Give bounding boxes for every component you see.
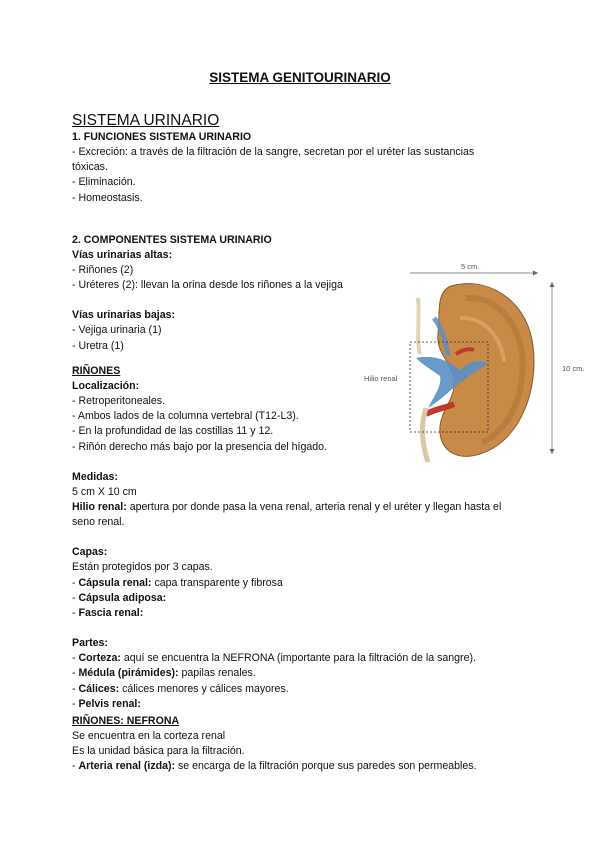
partes-heading: Partes: — [72, 637, 108, 650]
localizacion-heading: Localización: — [72, 380, 140, 392]
localizacion-item: - En la profundidad de las costillas 11 y 12. — [72, 425, 274, 438]
capa-item: - Fascia renal: — [72, 607, 144, 620]
parte-item: - Corteza: aquí se encuentra la NEFRONA (importante para la filtración de la sangre). — [72, 652, 476, 665]
nefrona-line: Se encuentra en la corteza renal — [72, 730, 226, 742]
funciones-block — [72, 111, 532, 206]
nefrona-block — [72, 714, 532, 775]
arteria-line: - Arteria renal (izda): se encarga de la filtración porque sus paredes son permeables. — [72, 760, 477, 773]
altas-item: - Riñones (2) — [72, 264, 134, 276]
bajas-item: - Vejiga urinaria (1) — [72, 324, 162, 337]
hilio-label: Hilio renal: — [72, 501, 127, 514]
capa-item: - Cápsula adiposa: — [72, 591, 167, 604]
localizacion-item: - Ambos lados de la columna vertebral (T12-L3). — [72, 410, 299, 423]
funciones-item: - Eliminación. — [72, 176, 136, 189]
altas-item: - Uréteres (2): llevan la orina desde los riñones a la vejiga — [72, 279, 343, 292]
hilio-paragraph — [72, 500, 527, 530]
localizacion-item: - Retroperitoneales. — [72, 395, 166, 407]
parte-item: - Pelvis renal: — [72, 697, 141, 710]
bajas-heading: Vías urinarias bajas: — [72, 309, 176, 322]
parte-item: - Médula (pirámides): papilas renales. — [72, 667, 256, 680]
height-label: 10 cm. — [562, 364, 585, 373]
kidney-figure — [356, 258, 596, 468]
capas-heading: Capas: — [72, 546, 108, 559]
nefrona-heading: RIÑONES: NEFRONA — [72, 715, 180, 727]
section-title: SISTEMA URINARIO — [72, 112, 220, 129]
parte-item: - Cálices: cálices menores y cálices mayores. — [72, 682, 289, 695]
nefrona-line: Es la unidad básica para la filtración. — [72, 745, 245, 758]
medidas-heading: Medidas: — [72, 470, 118, 483]
document-title: SISTEMA GENITOURINARIO — [209, 70, 391, 85]
kidney-illustration — [356, 258, 596, 468]
funciones-item: - Excreción: a través de la filtración de la sangre, secretan por el uréter las sustancias — [72, 146, 475, 158]
capa-item: - Cápsula renal: capa transparente y fibrosa — [72, 576, 283, 589]
funciones-heading: 1. FUNCIONES SISTEMA URINARIO — [72, 131, 252, 143]
componentes-heading: 2. COMPONENTES SISTEMA URINARIO — [72, 234, 272, 246]
capas-intro: Están protegidos por 3 capas. — [72, 561, 213, 574]
funciones-item: - Homeostasis. — [72, 191, 143, 204]
localizacion-item: - Riñón derecho más bajo por la presencia del hígado. — [72, 440, 327, 453]
bajas-item: - Uretra (1) — [72, 339, 124, 352]
altas-heading: Vías urinarias altas: — [72, 249, 173, 261]
hilio-figure-label: Hilio renal — [364, 374, 398, 383]
hilio-text: apertura por donde pasa la vena renal, arteria renal y el uréter y llegan hasta el seno renal. — [72, 501, 502, 529]
medidas-value: 5 cm X 10 cm — [72, 485, 137, 498]
rinones-heading: RIÑONES — [72, 365, 121, 377]
funciones-item: tóxicas. — [72, 161, 108, 174]
width-label: 5 cm. — [461, 262, 480, 271]
